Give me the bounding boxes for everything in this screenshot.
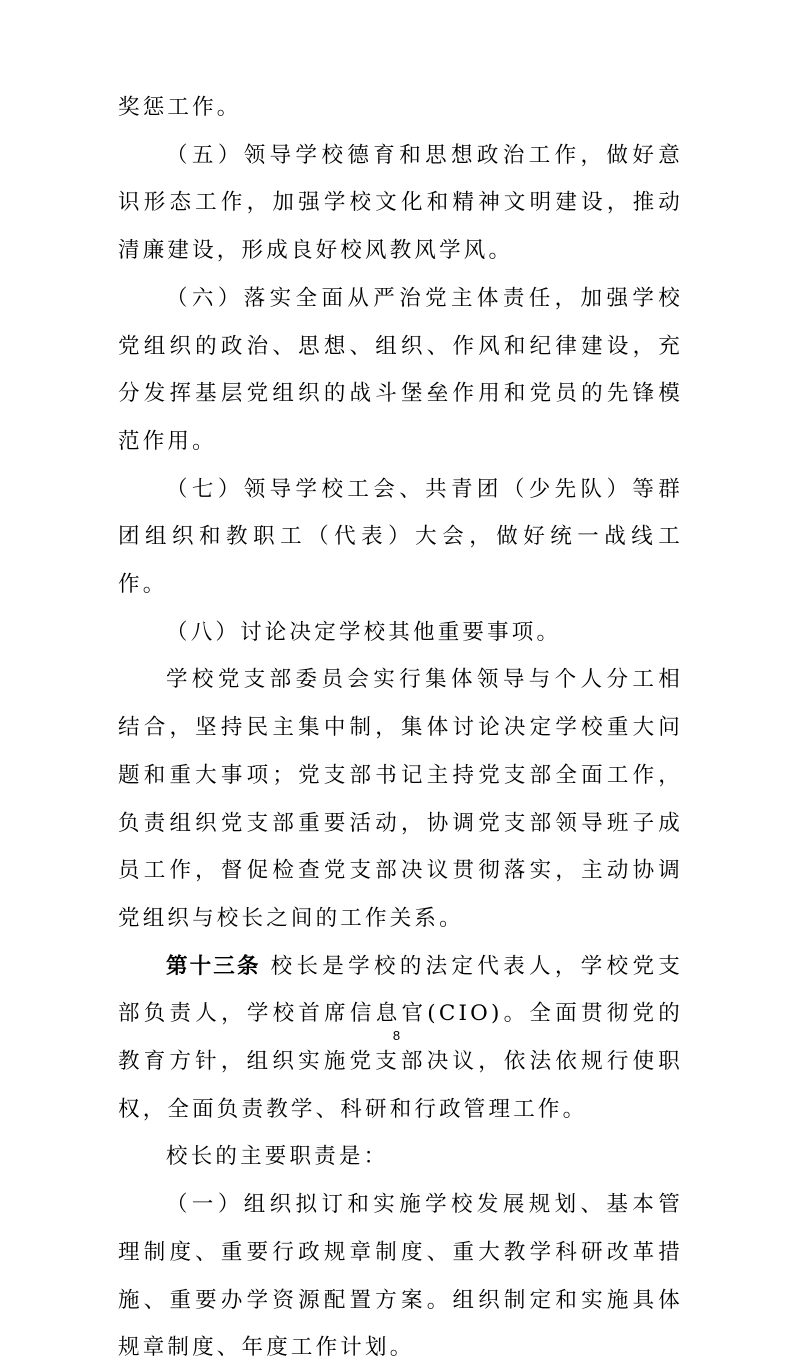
paragraph-continuation: 奖惩工作。 xyxy=(118,95,242,120)
paragraph-item-5: （五）领导学校德育和思想政治工作，做好意识形态工作，加强学校文化和精神文明建设，推动清廉建设，形成良好校风教风学风。 xyxy=(118,142,683,264)
principal-duties-heading: 校长的主要职责是： xyxy=(166,1144,389,1170)
paragraph-item-6: （六）落实全面从严治党主体责任，加强学校党组织的政治、思想、组织、作风和纪律建设，充分发挥基层党组织的战斗堡垒作用和党员的先锋模范作用。 xyxy=(118,285,683,454)
document-body xyxy=(118,84,683,1372)
article-number: 第十三条 xyxy=(166,953,261,979)
paragraph-item-8: （八）讨论决定学校其他重要事项。 xyxy=(166,619,562,645)
principal-duty-item-1: （一）组织拟订和实施学校发展规划、基本管理制度、重要行政规章制度、重大教学科研改革措施、重要办学资源配置方案。组织制定和实施具体规章制度、年度工作计划。 xyxy=(118,1192,683,1361)
article-13-text: 校长是学校的法定代表人，学校党支部负责人，学校首席信息官(CIO)。全面贯彻党的教育方针，组织实施党支部决议，依法依规行使职权，全面负责教学、科研和行政管理工作。 xyxy=(118,953,683,1122)
page-number: 8 xyxy=(392,1028,401,1043)
paragraph-collective-leadership: 学校党支部委员会实行集体领导与个人分工相结合，坚持民主集中制，集体讨论决定学校重大问题和重大事项；党支部书记主持党支部全面工作，负责组织党支部重要活动，协调党支部领导班子成员工作，督促检查党支部决议贯彻落实，主动协调党组织与校长之间的工作关系。 xyxy=(118,667,683,931)
paragraph-item-7: （七）领导学校工会、共青团（少先队）等群团组织和教职工（代表）大会，做好统一战线工作。 xyxy=(118,476,683,598)
